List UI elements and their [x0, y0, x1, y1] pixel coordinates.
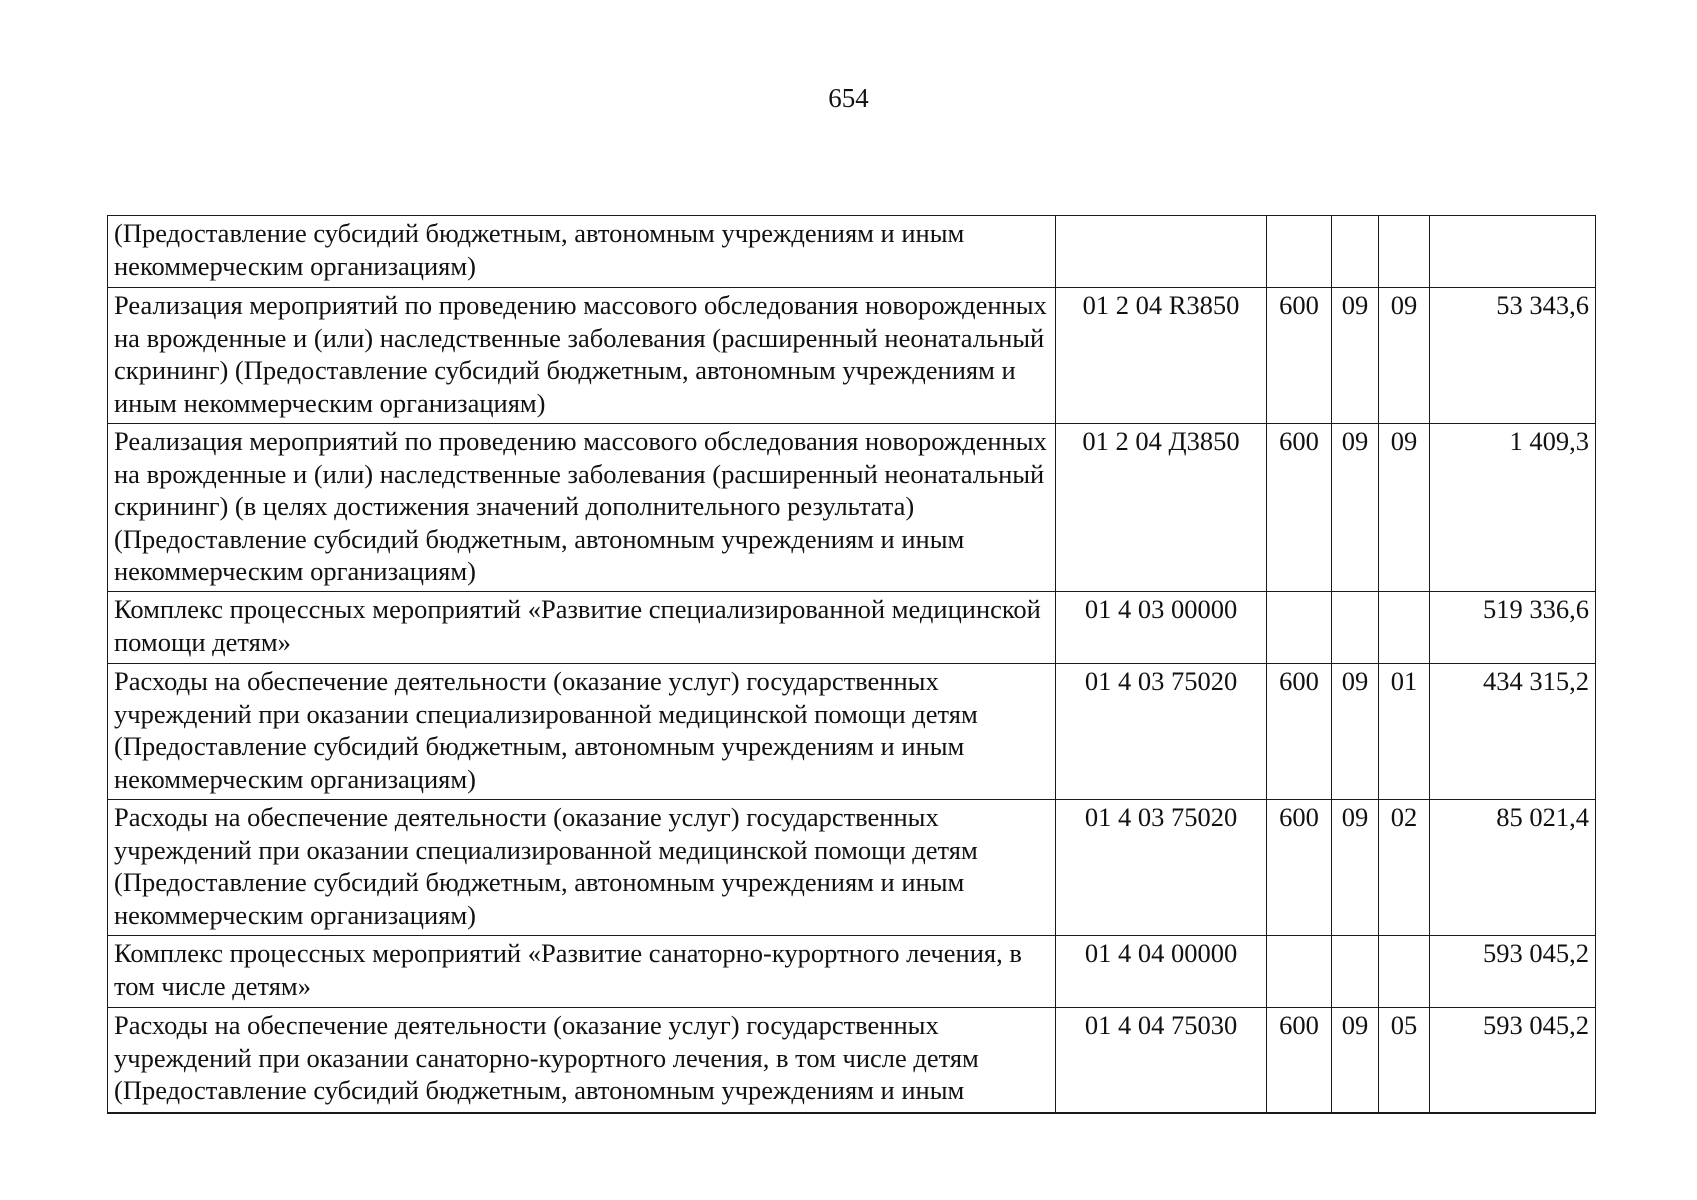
row-description: Расходы на обеспечение деятельности (оказание услуг) государственных учреждений при оказании специализированной медицинской помощи детям (Предоставление субсидий бюджетным, автономным учреждениям и иным некоммерческим организациям) [108, 664, 1056, 800]
budget-expenditure-table [107, 215, 1596, 1114]
amount: 434 315,2 [1430, 664, 1596, 800]
expense-type-code: 600 [1267, 424, 1332, 592]
amount: 519 336,6 [1430, 592, 1596, 664]
table-row [108, 592, 1596, 664]
target-article-code: 01 4 03 75020 [1056, 800, 1267, 936]
row-description: Комплекс процессных мероприятий «Развитие санаторно-курортного лечения, в том числе детям» [108, 936, 1056, 1008]
section-code: 09 [1332, 424, 1379, 592]
section-code [1332, 936, 1379, 1008]
page-number: 654 [828, 83, 869, 113]
section-code: 09 [1332, 664, 1379, 800]
amount: 85 021,4 [1430, 800, 1596, 936]
subsection-code [1379, 592, 1430, 664]
table-row [108, 1008, 1596, 1114]
expense-type-code [1267, 216, 1332, 288]
expense-type-code: 600 [1267, 1008, 1332, 1114]
subsection-code: 09 [1379, 424, 1430, 592]
section-code: 09 [1332, 800, 1379, 936]
expense-type-code: 600 [1267, 664, 1332, 800]
section-code: 09 [1332, 288, 1379, 424]
table-row [108, 800, 1596, 936]
section-code [1332, 216, 1379, 288]
target-article-code: 01 4 03 75020 [1056, 664, 1267, 800]
row-description: (Предоставление субсидий бюджетным, автономным учреждениям и иным некоммерческим организациям) [108, 216, 1056, 288]
row-description: Реализация мероприятий по проведению массового обследования новорожденных на врожденные и (или) наследственные заболевания (расширенный неонатальный скрининг) (Предоставление субсидий бюджетным, автономным учреждениям и иным некоммерческим организациям) [108, 288, 1056, 424]
section-code [1332, 592, 1379, 664]
target-article-code: 01 4 04 75030 [1056, 1008, 1267, 1114]
subsection-code: 01 [1379, 664, 1430, 800]
amount: 1 409,3 [1430, 424, 1596, 592]
expense-type-code [1267, 936, 1332, 1008]
table-row [108, 664, 1596, 800]
subsection-code [1379, 216, 1430, 288]
section-code: 09 [1332, 1008, 1379, 1114]
expense-type-code: 600 [1267, 288, 1332, 424]
expense-type-code [1267, 592, 1332, 664]
target-article-code [1056, 216, 1267, 288]
target-article-code: 01 2 04 Д3850 [1056, 424, 1267, 592]
row-description: Комплекс процессных мероприятий «Развитие специализированной медицинской помощи детям» [108, 592, 1056, 664]
amount: 593 045,2 [1430, 936, 1596, 1008]
expense-type-code: 600 [1267, 800, 1332, 936]
table-row [108, 424, 1596, 592]
table-row [108, 936, 1596, 1008]
row-description: Расходы на обеспечение деятельности (оказание услуг) государственных учреждений при оказании санаторно-курортного лечения, в том числе детям (Предоставление субсидий бюджетным, автономным учреждениям и иным [108, 1008, 1056, 1114]
table-row [108, 216, 1596, 288]
table-row [108, 288, 1596, 424]
subsection-code: 09 [1379, 288, 1430, 424]
subsection-code: 05 [1379, 1008, 1430, 1114]
amount: 53 343,6 [1430, 288, 1596, 424]
amount [1430, 216, 1596, 288]
amount: 593 045,2 [1430, 1008, 1596, 1114]
row-description: Расходы на обеспечение деятельности (оказание услуг) государственных учреждений при оказании специализированной медицинской помощи детям (Предоставление субсидий бюджетным, автономным учреждениям и иным некоммерческим организациям) [108, 800, 1056, 936]
target-article-code: 01 4 03 00000 [1056, 592, 1267, 664]
row-description: Реализация мероприятий по проведению массового обследования новорожденных на врожденные и (или) наследственные заболевания (расширенный неонатальный скрининг) (в целях достижения значений дополнительного результата) (Предоставление субсидий бюджетным, автономным учреждениям и иным некоммерческим организациям) [108, 424, 1056, 592]
subsection-code: 02 [1379, 800, 1430, 936]
subsection-code [1379, 936, 1430, 1008]
target-article-code: 01 4 04 00000 [1056, 936, 1267, 1008]
target-article-code: 01 2 04 R3850 [1056, 288, 1267, 424]
